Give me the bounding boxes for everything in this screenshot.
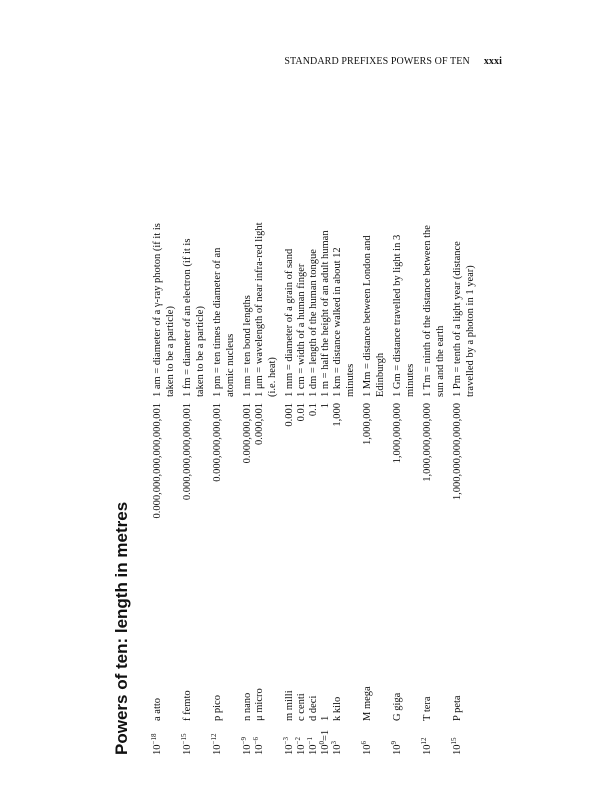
- power-of-ten: [422, 721, 435, 755]
- power-base: 10: [422, 744, 433, 755]
- description-line: 1 Mm = distance between London and: [362, 235, 373, 397]
- power-base: 10: [308, 744, 319, 755]
- description-line: 1 am = diameter of a γ-ray photon (if it is: [152, 223, 163, 397]
- decimal-value: 1: [320, 403, 331, 409]
- length-description: [182, 85, 207, 397]
- page-number: xxxi: [483, 56, 502, 67]
- prefix-name: c centi: [296, 693, 307, 721]
- power-exponent: 15: [450, 737, 458, 745]
- length-description: [152, 85, 177, 397]
- power-base: 10: [452, 744, 463, 755]
- description-line: travelled by a photon in 1 year): [464, 265, 476, 397]
- table-title: Powers of ten: length in metres: [112, 501, 131, 755]
- length-description: [332, 85, 357, 397]
- power-base: 10: [212, 744, 223, 755]
- description-line: 1 Tm = ninth of the distance between the: [422, 225, 433, 397]
- description-line: 1 Pm = tenth of a light year (distance: [452, 241, 463, 397]
- power-exponent: 6: [360, 741, 368, 745]
- description-line: minutes: [344, 363, 356, 397]
- power-of-ten: [452, 721, 465, 755]
- power-base: 10: [284, 744, 295, 755]
- power-of-ten: [392, 721, 405, 755]
- decimal-value: 0.001: [284, 403, 295, 427]
- power-base: 10: [332, 744, 343, 755]
- length-description: [362, 85, 387, 397]
- decimal-value: 1,000,000,000: [392, 403, 403, 464]
- power-exponent: 0: [318, 741, 326, 745]
- power-of-ten: [152, 721, 165, 755]
- running-title: STANDARD PREFIXES POWERS OF TEN: [284, 56, 470, 67]
- prefix-name: 1: [320, 715, 331, 721]
- decimal-value: 0.000,000,000,000,001: [182, 403, 193, 501]
- prefix-name: m milli: [284, 690, 295, 721]
- power-base: 10: [182, 744, 193, 755]
- description-line: 1 fm = diameter of an electron (if it is: [182, 238, 193, 397]
- power-exponent: −15: [180, 733, 188, 745]
- power-exponent: −9: [240, 737, 248, 745]
- power-base: 10: [320, 744, 331, 755]
- description-line: 1 km = distance walked in about 12: [332, 247, 343, 397]
- power-base: 10: [296, 744, 307, 755]
- running-head: [240, 56, 502, 67]
- decimal-value: 1,000,000,000,000: [422, 403, 433, 482]
- power-of-ten: [332, 721, 345, 755]
- description-line: 1 pm = ten times the diameter of an: [212, 247, 223, 397]
- power-exponent: −1: [306, 737, 314, 745]
- power-exponent: 9: [390, 741, 398, 745]
- decimal-value: 1,000,000,000,000,000: [452, 403, 463, 501]
- power-of-ten: [362, 721, 375, 755]
- decimal-value: 0.1: [308, 403, 319, 417]
- power-base: 10: [152, 744, 163, 755]
- power-of-ten: [182, 721, 195, 755]
- power-exponent: −12: [210, 733, 218, 745]
- decimal-value: 0.01: [296, 403, 307, 422]
- prefix-name: M mega: [362, 686, 373, 721]
- powers-of-ten-table: [112, 90, 502, 755]
- power-of-ten: [212, 721, 225, 755]
- length-description: [452, 85, 477, 397]
- rotated-table-region: [112, 90, 502, 755]
- power-suffix: =1: [320, 729, 331, 741]
- description-line: (i.e. heat): [266, 357, 278, 397]
- power-base: 10: [242, 744, 253, 755]
- power-base: 10: [362, 744, 373, 755]
- prefix-name: p pico: [212, 695, 223, 721]
- power-exponent: 3: [330, 741, 338, 745]
- decimal-value: 1,000,000: [362, 403, 373, 445]
- length-description: [212, 85, 237, 397]
- decimal-value: 0.000,001: [254, 403, 265, 445]
- prefix-name: μ micro: [254, 688, 265, 721]
- description-line: atomic nucleus: [224, 333, 236, 397]
- description-line: taken to be a particle): [194, 306, 206, 397]
- description-line: 1 Gm = distance travelled by light in 3: [392, 234, 403, 397]
- length-description: [284, 85, 297, 397]
- description-line: taken to be a particle): [164, 306, 176, 397]
- prefix-name: d deci: [308, 695, 319, 721]
- power-base: 10: [392, 744, 403, 755]
- prefix-name: P peta: [452, 695, 463, 721]
- power-base: 10: [254, 744, 265, 755]
- power-of-ten: [254, 721, 267, 755]
- length-description: [296, 85, 309, 397]
- power-of-ten: [320, 721, 333, 755]
- prefix-name: T tera: [422, 696, 433, 721]
- decimal-value: 0.000,000,001: [242, 403, 253, 464]
- power-exponent: −3: [282, 737, 290, 745]
- length-description: [242, 85, 255, 397]
- power-of-ten: [308, 721, 321, 755]
- decimal-value: 0.000,000,000,001: [212, 403, 223, 482]
- prefix-name: n nano: [242, 692, 253, 721]
- description-line: sun and the earth: [434, 325, 446, 397]
- length-description: [422, 85, 447, 397]
- description-line: 1 μm = wavelength of near infra-red light: [254, 222, 265, 397]
- power-exponent: −18: [150, 733, 158, 745]
- prefix-name: a atto: [152, 697, 163, 721]
- length-description: [320, 85, 333, 397]
- prefix-name: k kilo: [332, 696, 343, 721]
- length-description: [392, 85, 417, 397]
- power-exponent: 12: [420, 737, 428, 745]
- prefix-name: f femto: [182, 690, 193, 721]
- power-exponent: −6: [252, 737, 260, 745]
- description-line: 1 nm = ten bond lengths: [242, 295, 253, 397]
- length-description: [254, 85, 279, 397]
- description-line: minutes: [404, 363, 416, 397]
- description-line: 1 cm = width of a human finger: [296, 263, 307, 397]
- description-line: 1 dm = length of the human tongue: [308, 249, 319, 397]
- description-line: 1 mm = diameter of a grain of sand: [284, 248, 295, 397]
- prefix-name: G giga: [392, 692, 403, 721]
- description-line: 1 m = half the height of an adult human: [320, 230, 331, 397]
- power-exponent: −2: [294, 737, 302, 745]
- description-line: Edinburgh: [374, 352, 386, 397]
- length-description: [308, 85, 321, 397]
- decimal-value: 1,000: [332, 403, 343, 427]
- decimal-value: 0.000,000,000,000,000,001: [152, 403, 163, 519]
